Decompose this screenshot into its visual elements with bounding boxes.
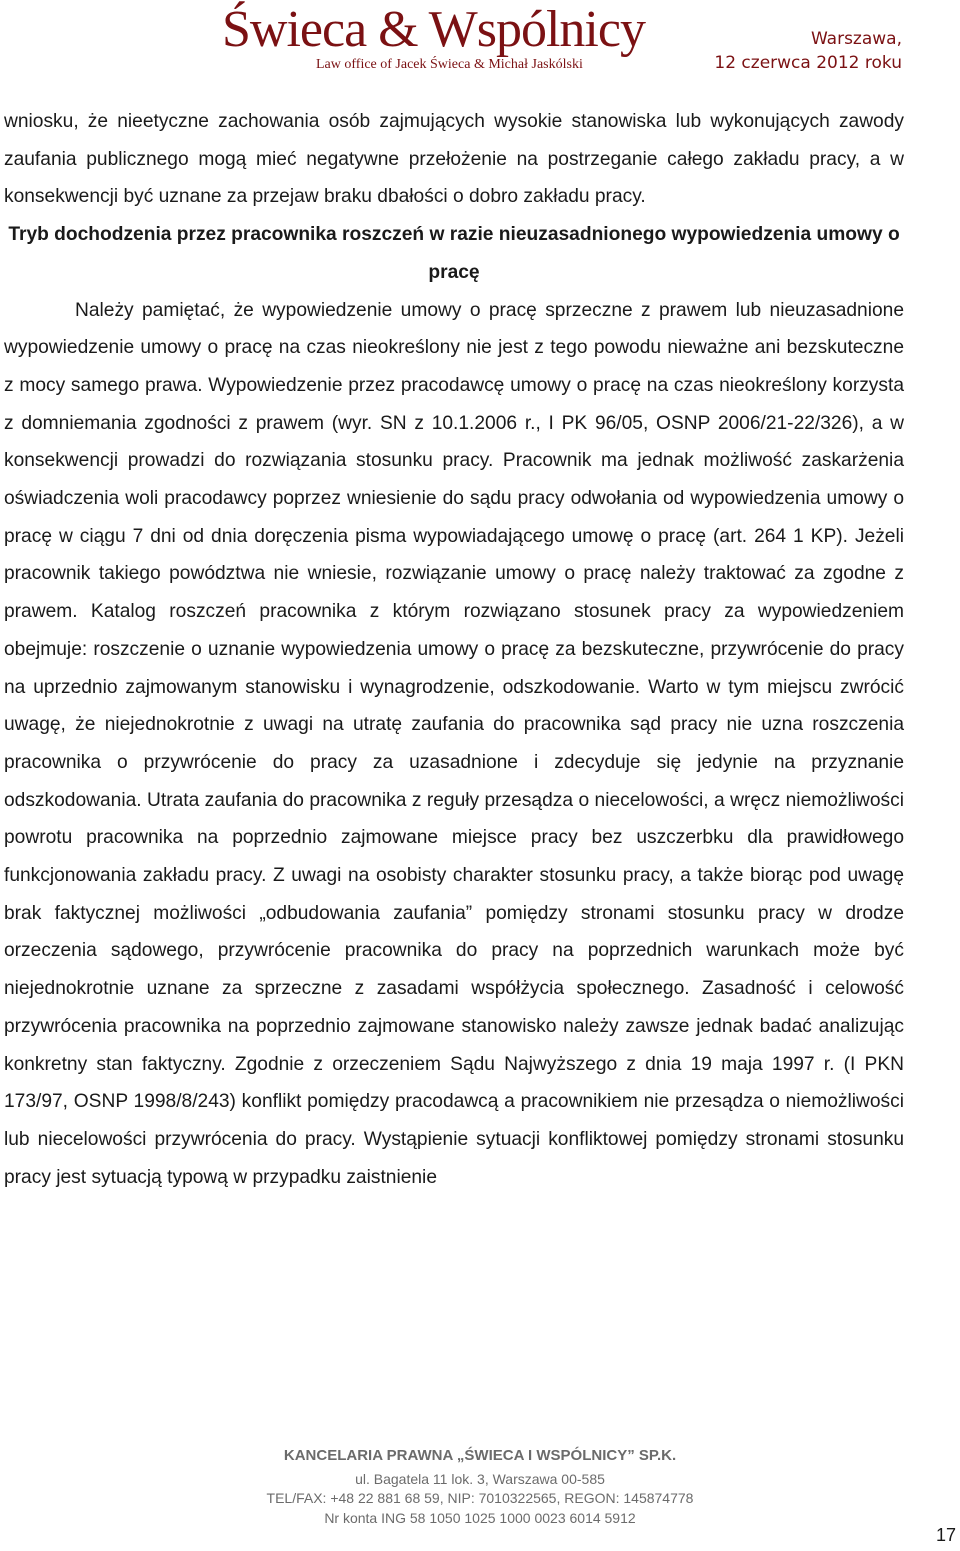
place: Warszawa, bbox=[810, 29, 902, 49]
logo-tagline: Law office of Jacek Świeca & Michał Jaskólski bbox=[316, 57, 583, 72]
footer-bank-account: Nr konta ING 58 1050 1025 1000 0023 6014 5912 bbox=[324, 1509, 636, 1526]
place-date bbox=[714, 27, 902, 75]
document-body bbox=[4, 103, 904, 1196]
logo-wordmark: Świeca & Wspólnicy bbox=[222, 1, 645, 58]
paragraph-intro: wniosku, że nieetyczne zachowania osób zajmujących wysokie stanowiska lub wykonujących zawody zaufania publicznego mogą mieć negatywne przełożenie na postrzeganie całego zakładu pracy, a w konsekwencji być uznane za przejaw braku dbałości o dobro zakładu pracy. bbox=[4, 111, 904, 208]
firm-logo bbox=[222, 2, 702, 73]
page-header bbox=[0, 0, 960, 86]
footer-address: ul. Bagatela 11 lok. 3, Warszawa 00-585 bbox=[355, 1470, 605, 1487]
section-heading: Tryb dochodzenia przez pracownika roszczeń w razie nieuzasadnionego wypowiedzenia umowy o pracę bbox=[8, 224, 900, 283]
page-footer bbox=[180, 1446, 780, 1528]
page-number: 17 bbox=[935, 1525, 956, 1545]
paragraph-main: Należy pamiętać, że wypowiedzenie umowy o pracę sprzeczne z prawem lub nieuzasadnione wypowiedzenie umowy o pracę na czas nieokreślony nie jest z tego powodu nieważne ani bezskuteczne z mocy samego prawa. Wypowiedzenie przez pracodawcę umowy o pracę na czas nieokreślony korzysta z domniemania zgodności z prawem (wyr. SN z 10.1.2006 r., I PK 96/05, OSNP 2006/21-22/326), a w konsekwencji prowadzi do rozwiązania stosunku pracy. Pracownik ma jednak możliwość zaskarżenia oświadczenia woli pracodawcy poprzez wniesienie do sądu pracy odwołania od wypowiedzenia umowy o pracę w ciągu 7 dni od dnia doręczenia pisma wypowiadającego umowę o pracę (art. 264 1 KP). Jeżeli pracownik takiego powództwa nie wniesie, rozwiązanie umowy o pracę należy traktować za zgodne z prawem. Katalog roszczeń pracownika z którym rozwiązano stosunek pracy za wypowiedzeniem obejmuje: roszczenie o uznanie wypowiedzenia umowy o pracę za bezskuteczne, przywrócenie do pracy na uprzednio zajmowanym stanowisku i wynagrodzenie, odszkodowanie. Warto w tym miejscu zwrócić uwagę, że niejednokrotnie z uwagi na utratę zaufania do pracownika sąd pracy nie uzna roszczenia pracownika o przywrócenie do pracy za uzasadnione i zdecyduje się jedynie na przyznanie odszkodowania. Utrata zaufania do pracownika z reguły przesądza o niecelowości, a wręcz niemożliwości powrotu pracownika na poprzednio zajmowane miejsce pracy bez uszczerbku dla prawidłowego funkcjonowania zakładu pracy. Z uwagi na osobisty charakter stosunku pracy, a także biorąc pod uwagę brak faktycznej możliwości „odbudowania zaufania” pomiędzy stronami stosunku pracy w drodze orzeczenia sądowego, przywrócenie pracownika do pracy na poprzednich warunkach może być niejednokrotnie uznane za sprzeczne z zasadami współżycia społecznego. Zasadność i celowość przywrócenia pracownika na poprzednio zajmowane stanowisko należy zawsze jednak badać analizując konkretny stan faktyczny. Zgodnie z orzeczeniem Sądu Najwyższego z dnia 19 maja 1997 r. (I PKN 173/97, OSNP 1998/8/243) konflikt pomiędzy pracodawcą a pracownikiem nie przesądza o niemożliwości lub niecelowości przywrócenia do pracy. Wystąpienie sytuacji konfliktowej pomiędzy stronami stosunku pracy jest sytuacją typową w przypadku zaistnienie bbox=[4, 299, 904, 1188]
date: 12 czerwca 2012 roku bbox=[714, 53, 902, 73]
footer-contact: TEL/FAX: +48 22 881 68 59, NIP: 7010322565, REGON: 145874778 bbox=[266, 1490, 694, 1506]
footer-firm-name: KANCELARIA PRAWNA „ŚWIECA I WSPÓLNICY” SP.K. bbox=[283, 1447, 677, 1464]
